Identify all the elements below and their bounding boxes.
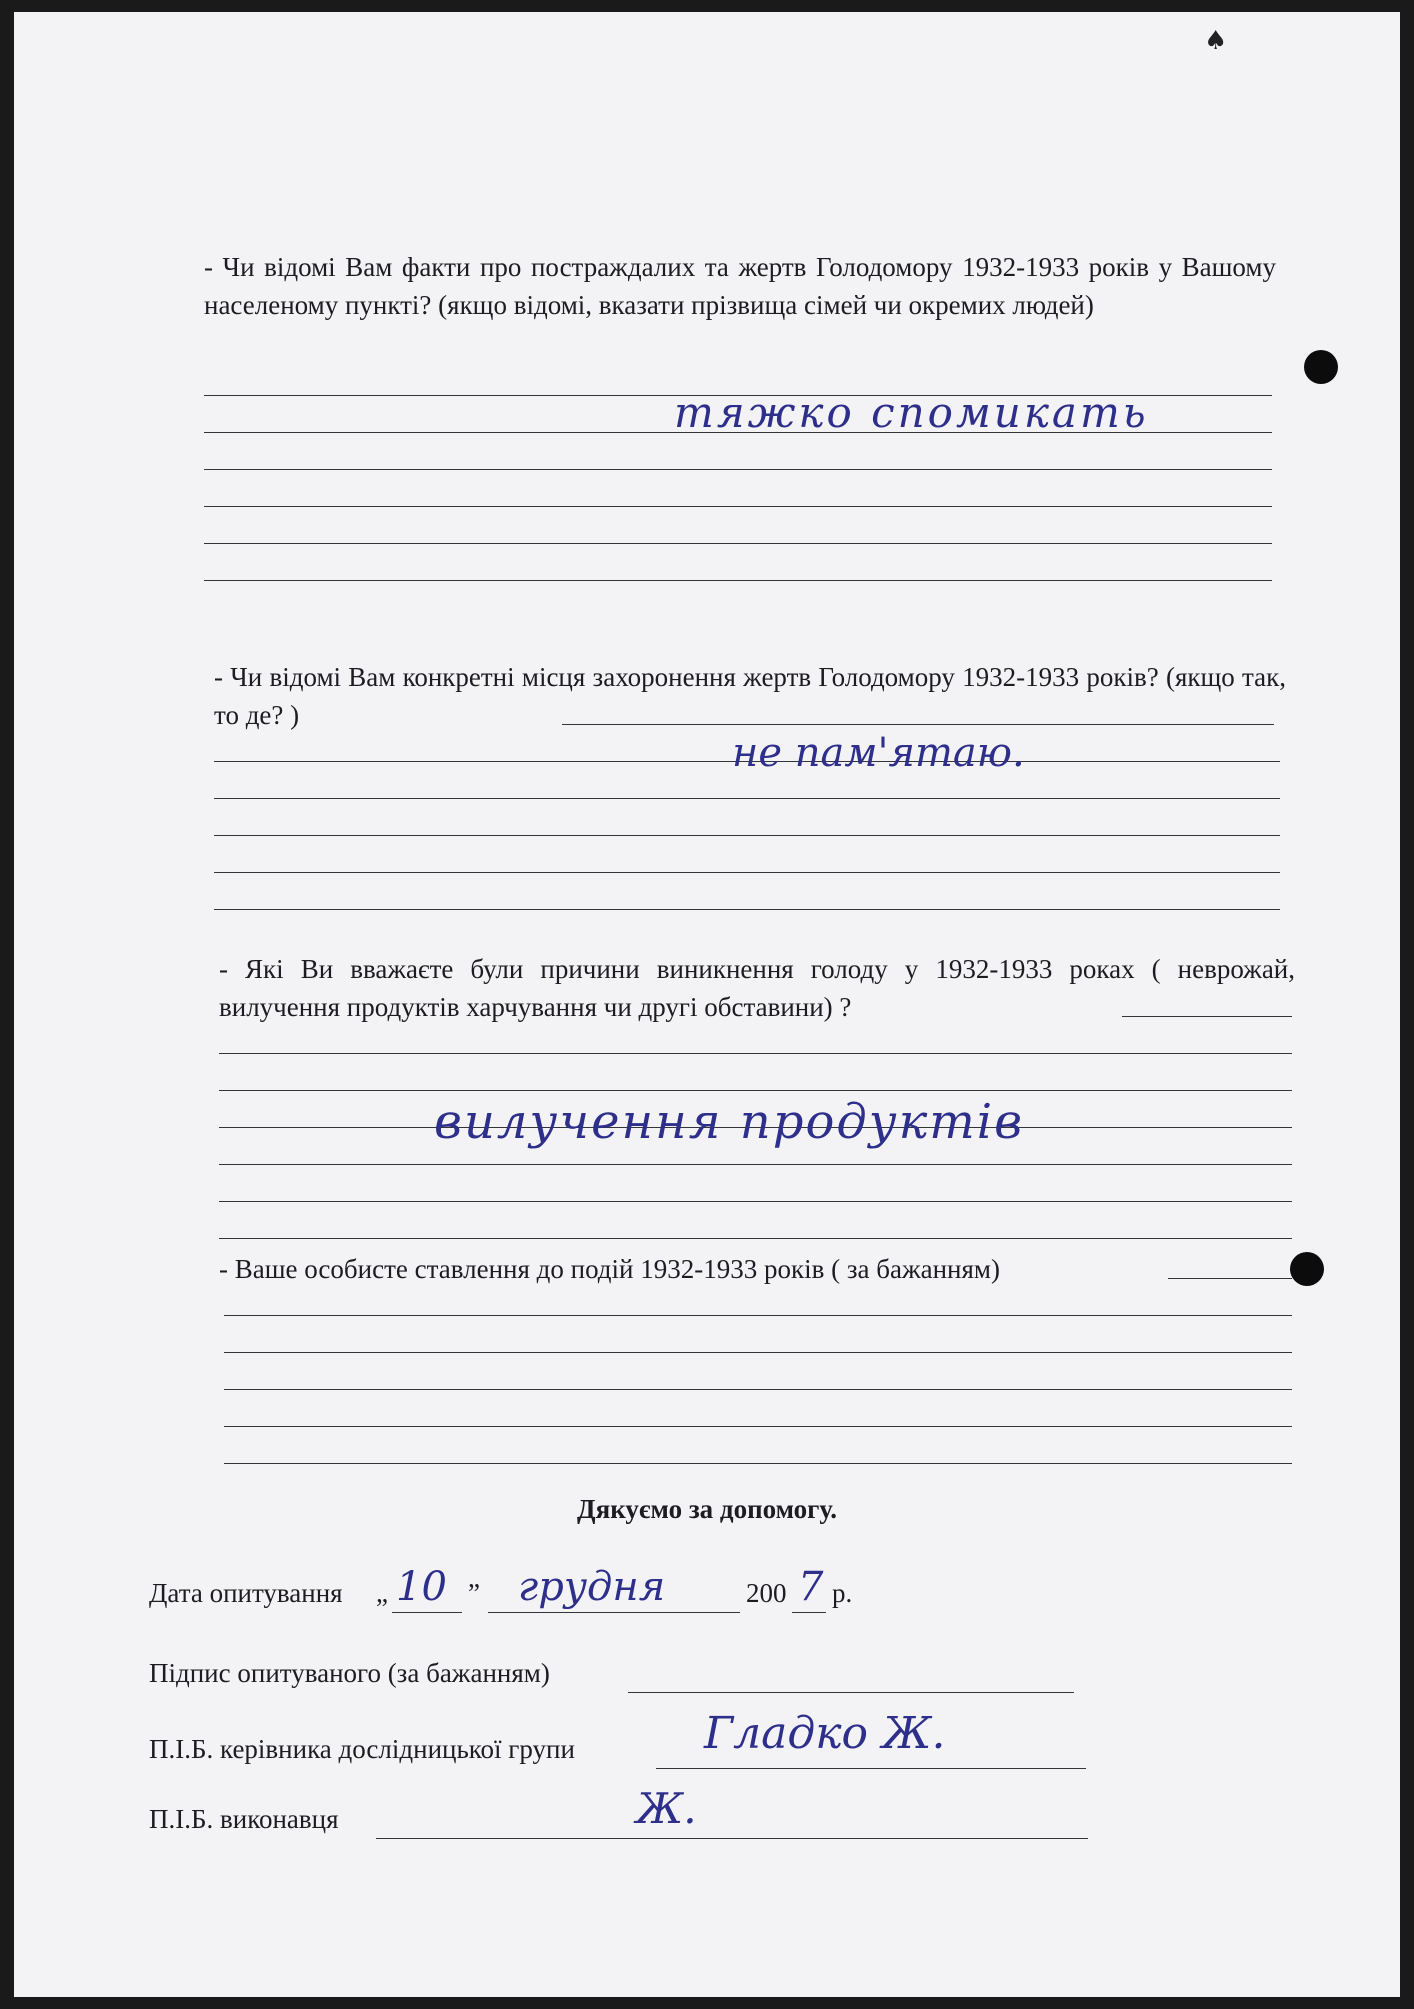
corner-mark: ♠: [1204, 26, 1228, 56]
question-attitude: - Ваше особисте ставлення до подій 1932-1933 років ( за бажанням): [219, 1254, 1000, 1284]
answer-line: [214, 798, 1280, 799]
group-leader-label: П.І.Б. керівника дослідницької групи: [149, 1734, 575, 1764]
answer-burials-handwriting: не пам'ятаю.: [732, 730, 1025, 776]
thanks-note: Дякуємо за допомогу.: [577, 1494, 837, 1524]
performer-handwriting: Ж.: [636, 1784, 697, 1833]
date-year-suffix: р.: [832, 1578, 853, 1608]
date-month-line: [488, 1612, 740, 1613]
answer-line: [224, 1463, 1292, 1464]
punch-hole-bottom: [1290, 1252, 1324, 1286]
answer-line: [562, 724, 1274, 725]
answer-causes-handwriting: вилучення продуктів: [434, 1094, 1025, 1150]
answer-line: [219, 1201, 1292, 1202]
date-day-line: [392, 1612, 462, 1613]
answer-victims-handwriting: тяжко спомикать: [674, 388, 1149, 437]
answer-line: [204, 580, 1272, 581]
question-burials: - Чи відомі Вам конкретні місця захоронення жертв Голодомору 1932-1933 років? (якщо так, то де? ): [214, 662, 1286, 730]
group-leader-line: [656, 1768, 1086, 1769]
question-victims: - Чи відомі Вам факти про постраждалих та жертв Голодомору 1932-1933 років у Вашому населеному пункті? (якщо відомі, вказати прізвища сімей чи окремих людей): [204, 252, 1276, 320]
answer-line: [224, 1389, 1292, 1390]
group-leader-handwriting: Гладко Ж.: [704, 1708, 946, 1759]
answer-line: [204, 506, 1272, 507]
answer-line: [219, 1164, 1292, 1165]
respondent-signature-line: [628, 1692, 1074, 1693]
date-day-handwriting: 10: [396, 1564, 447, 1610]
date-label: Дата опитування: [149, 1578, 343, 1608]
answer-line: [214, 835, 1280, 836]
date-year-line: [792, 1612, 826, 1613]
answer-line: [219, 1090, 1292, 1091]
date-year-handwriting: 7: [798, 1564, 824, 1610]
performer-label: П.І.Б. виконавця: [149, 1804, 339, 1834]
date-year-prefix: 200: [746, 1578, 787, 1608]
answer-line: [219, 1238, 1292, 1239]
answer-line: [224, 1352, 1292, 1353]
answer-line: [214, 909, 1280, 910]
answer-line: [204, 469, 1272, 470]
answer-line: [1122, 1016, 1292, 1017]
answer-line: [214, 872, 1280, 873]
answer-line: [1168, 1278, 1292, 1279]
question-causes: - Які Ви вважаєте були причини виникнення голоду у 1932-1933 роках ( неврожай, вилучення продуктів харчування чи другі обставини) ?: [219, 954, 1295, 1022]
respondent-signature-label: Підпис опитуваного (за бажанням): [149, 1658, 550, 1688]
date-open-quote: „: [376, 1578, 388, 1608]
answer-line: [204, 543, 1272, 544]
date-close-quote: ”: [468, 1578, 480, 1608]
date-month-handwriting: грудня: [518, 1564, 666, 1610]
answer-line: [224, 1315, 1292, 1316]
answer-line: [219, 1053, 1292, 1054]
questionnaire-page: [14, 12, 1400, 1997]
punch-hole-top: [1304, 350, 1338, 384]
answer-line: [224, 1426, 1292, 1427]
performer-line: [376, 1838, 1088, 1839]
